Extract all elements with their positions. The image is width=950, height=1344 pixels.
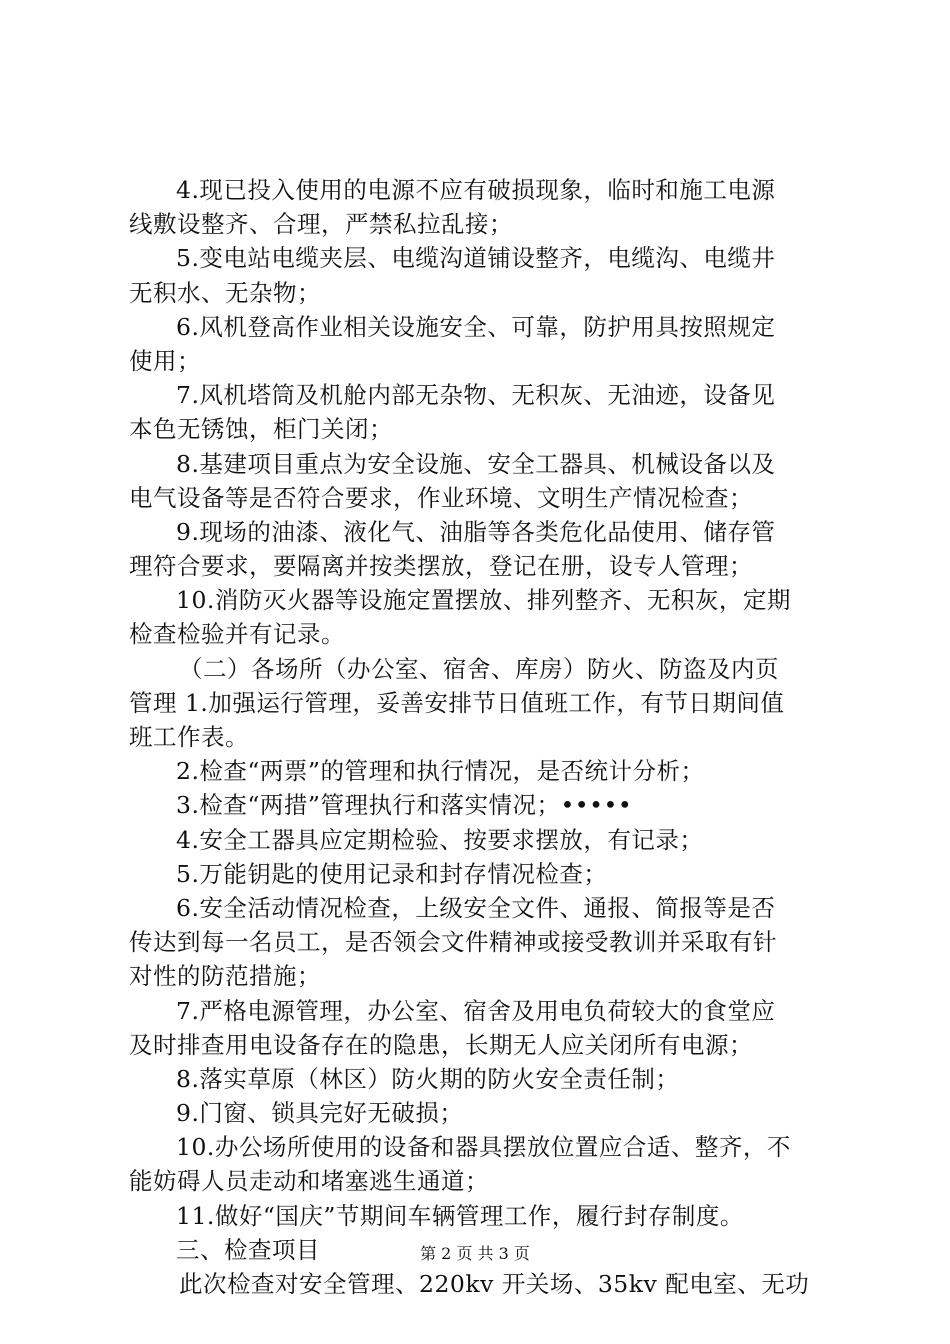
text-line: 9.现场的油漆、液化气、油脂等各类危化品使用、储存管 xyxy=(176,517,776,546)
text-line: 电气设备等是否符合要求，作业环境、文明生产情况检查； xyxy=(129,483,753,512)
text-line: 5.变电站电缆夹层、电缆沟道铺设整齐，电缆沟、电缆井 xyxy=(176,244,776,273)
text-line: 4.安全工器具应定期检验、按要求摆放，有记录； xyxy=(176,825,704,854)
text-line: 对性的防范措施； xyxy=(129,962,321,991)
text-line: 7.风机塔筒及机舱内部无杂物、无积灰、无油迹，设备见 xyxy=(176,381,776,410)
text-line: 10.消防灭火器等设施定置摆放、排列整齐、无积灰，定期 xyxy=(176,586,791,615)
text-line: 7.严格电源管理，办公室、宿舍及用电负荷较大的食堂应 xyxy=(176,996,776,1025)
text-line: 6.风机登高作业相关设施安全、可靠，防护用具按照规定 xyxy=(176,312,776,341)
text-line: 3.检查“两措”管理执行和落实情况；••••• xyxy=(176,791,633,820)
text-line: 10.办公场所使用的设备和器具摆放位置应合适、整齐，不 xyxy=(176,1133,791,1162)
text-line: 班工作表。 xyxy=(129,723,249,751)
text-line: 传达到每一名员工，是否领会文件精神或接受教训并采取有针 xyxy=(129,928,777,957)
document-body xyxy=(129,173,834,1301)
text-line: 本色无锈蚀，柜门关闭； xyxy=(129,415,393,444)
text-line: 使用； xyxy=(129,346,201,375)
text-line: 管理 1.加强运行管理，妥善安排节日值班工作，有节日期间值 xyxy=(129,688,785,717)
text-line: 8.基建项目重点为安全设施、安全工器具、机械设备以及 xyxy=(176,449,776,478)
text-line: 5.万能钥匙的使用记录和封存情况检查； xyxy=(176,859,608,888)
text-line: 线敷设整齐、合理，严禁私拉乱接； xyxy=(129,210,513,239)
text-line: 此次检查对安全管理、220kv 开关场、35kv 配电室、无功 xyxy=(179,1270,810,1298)
text-line: 6.安全活动情况检查，上级安全文件、通报、简报等是否 xyxy=(176,893,776,922)
text-line: （二）各场所（办公室、宿舍、库房）防火、防盗及内页 xyxy=(179,654,779,683)
page-footer: 第 2 页 共 3 页 xyxy=(420,1244,530,1263)
text-line: 及时排查用电设备存在的隐患，长期无人应关闭所有电源； xyxy=(129,1030,753,1059)
text-line: 理符合要求，要隔离并按类摆放，登记在册，设专人管理； xyxy=(129,552,753,581)
text-line: 能妨碍人员走动和堵塞逃生通道； xyxy=(129,1167,489,1196)
text-line: 无积水、无杂物； xyxy=(129,278,321,307)
text-line: 三、检查项目 xyxy=(176,1235,320,1264)
text-line: 4.现已投入使用的电源不应有破损现象，临时和施工电源 xyxy=(176,176,776,204)
text-line: 11.做好“国庆”节期间车辆管理工作，履行封存制度。 xyxy=(176,1201,744,1230)
text-line: 8.落实草原（林区）防火期的防火安全责任制； xyxy=(176,1064,680,1093)
text-line: 2.检查“两票”的管理和执行情况，是否统计分析； xyxy=(176,757,705,786)
text-line: 检查检验并有记录。 xyxy=(129,620,345,649)
text-line: 9.门窗、锁具完好无破损； xyxy=(176,1099,464,1128)
